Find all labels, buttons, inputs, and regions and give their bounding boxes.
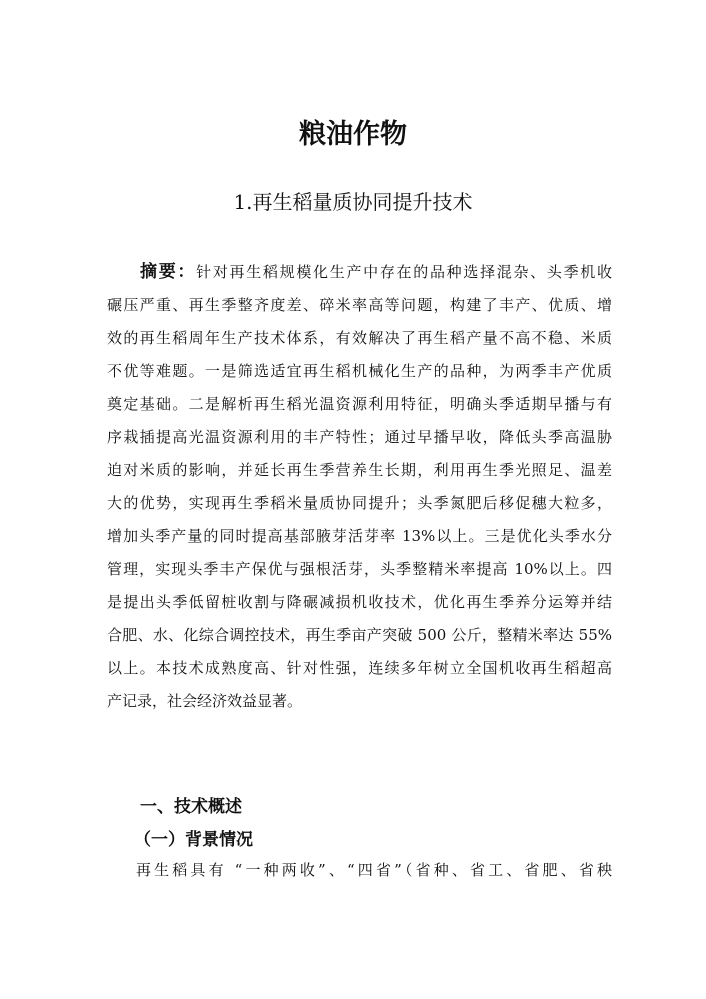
section-heading: 一、技术概述 (140, 797, 242, 817)
abstract-line: 增加头季产量的同时提高基部腋芽活芽率 13%以上。三是优化头季水分 (107, 527, 612, 545)
abstract-line: 大的优势，实现再生季稻米量质协同提升；头季氮肥后移促穗大粒多， (107, 494, 612, 512)
abstract-line: 是提出头季低留桩收割与降碾减损机收技术，优化再生季养分运筹并结 (107, 593, 612, 611)
body-line: 再生稻具有 “一种两收”、“四省”（省种、省工、省肥、省秧 (136, 861, 612, 879)
abstract-line-text: 针对再生稻规模化生产中存在的品种选择混杂、头季机收 (196, 263, 612, 281)
abstract-line: 产记录，社会经济效益显著。 (107, 692, 303, 710)
subsection-heading: （一）背景情况 (134, 830, 253, 850)
abstract-line: 不优等难题。一是筛选适宜再生稻机械化生产的品种，为两季丰产优质 (107, 362, 612, 380)
abstract-line (140, 262, 612, 282)
abstract-line: 以上。本技术成熟度高、针对性强，连续多年树立全国机收再生稻超高 (107, 659, 612, 677)
abstract-line: 序栽插提高光温资源利用的丰产特性；通过早播早收，降低头季高温胁 (107, 428, 612, 446)
abstract-line: 效的再生稻周年生产技术体系，有效解决了再生稻产量不高不稳、米质 (107, 329, 612, 347)
abstract-line: 迫对米质的影响，并延长再生季营养生长期，利用再生季光照足、温差 (107, 461, 612, 479)
document-subtitle: 1.再生稻量质协同提升技术 (233, 190, 473, 214)
abstract-line: 管理，实现头季丰产保优与强根活芽，头季整精米率提高 10%以上。四 (107, 560, 612, 578)
abstract-line: 合肥、水、化综合调控技术，再生季亩产突破 500 公斤，整精米率达 55% (107, 626, 612, 644)
document-title: 粮油作物 (299, 119, 407, 150)
abstract-label: 摘要： (140, 262, 197, 282)
abstract-line: 奠定基础。二是解析再生稻光温资源利用特征，明确头季适期早播与有 (107, 395, 612, 413)
abstract-line: 碾压严重、再生季整齐度差、碎米率高等问题，构建了丰产、优质、增 (107, 296, 612, 314)
